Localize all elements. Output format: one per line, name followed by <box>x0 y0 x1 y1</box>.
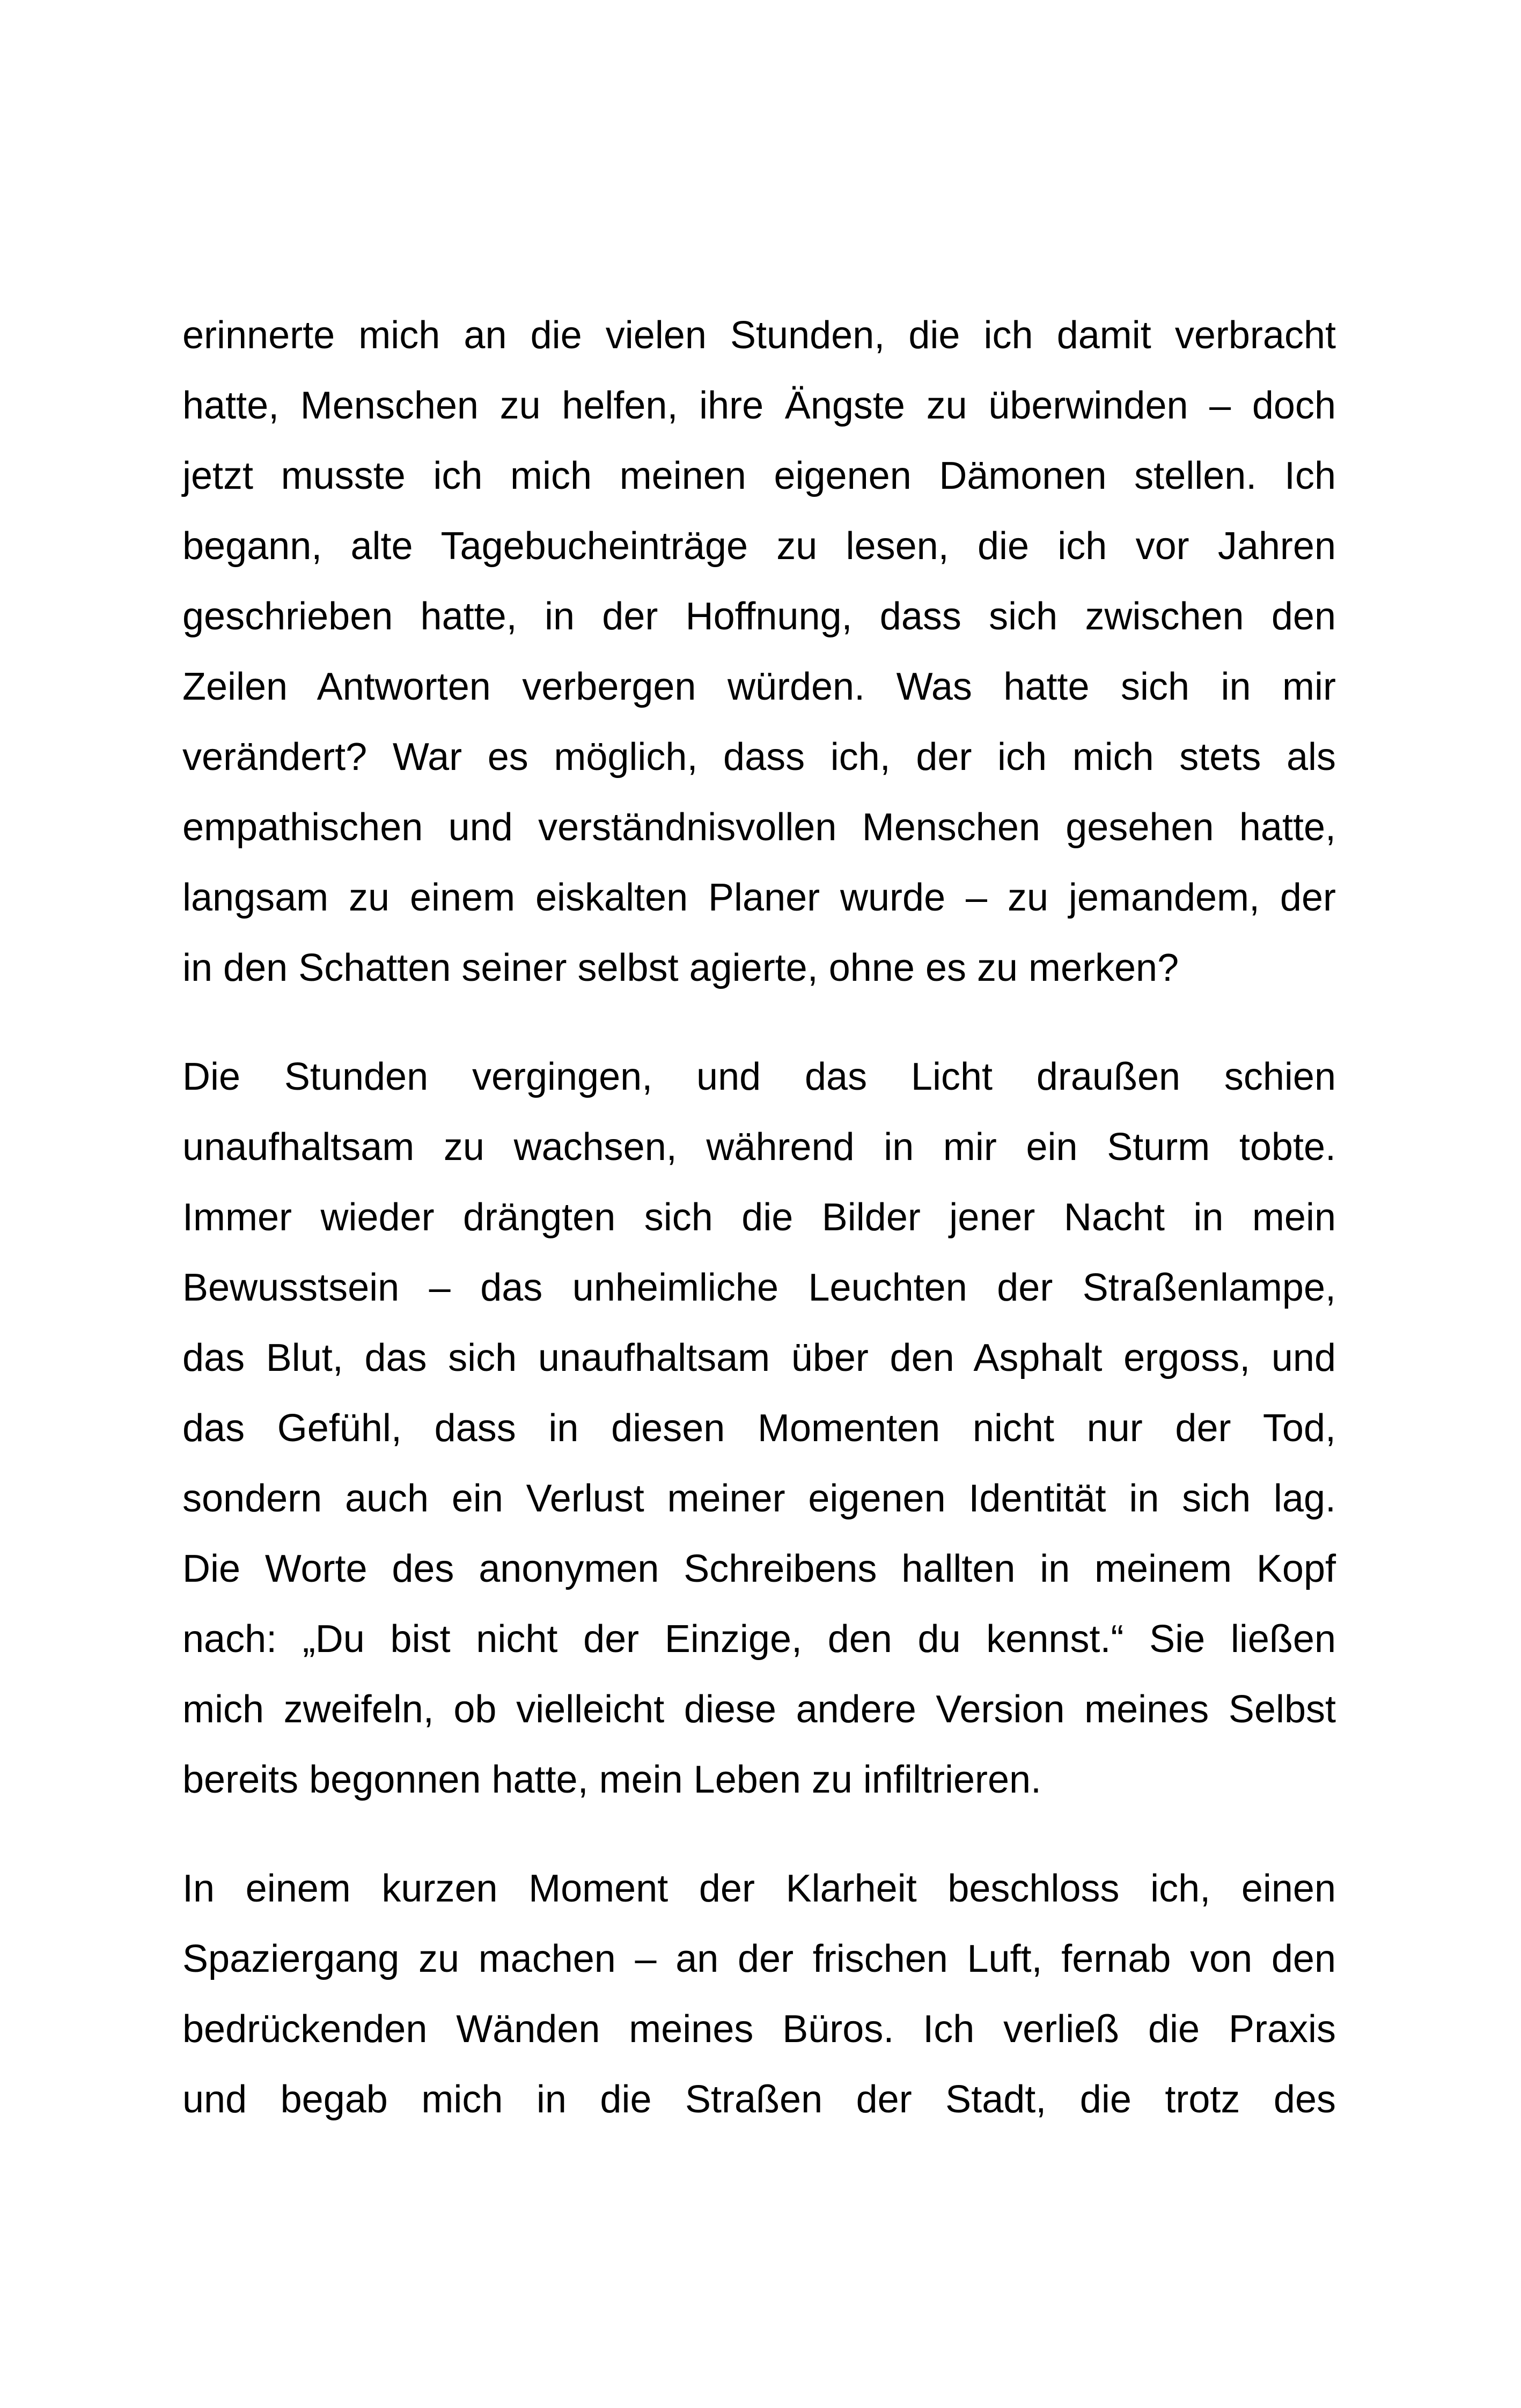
text-line: nach: „Du bist nicht der Einzige, den du kennst.“ Sie ließen <box>182 1618 1336 1661</box>
text-line: hatte, Menschen zu helfen, ihre Ängste zu überwinden – doch <box>182 384 1336 427</box>
text-line: bedrückenden Wänden meines Büros. Ich verließ die Praxis <box>182 2008 1336 2051</box>
text-line: Immer wieder drängten sich die Bilder jener Nacht in mein <box>182 1196 1336 1239</box>
text-line: empathischen und verständnisvollen Menschen gesehen hatte, <box>182 806 1336 849</box>
text-line: das Gefühl, dass in diesen Momenten nicht nur der Tod, <box>182 1407 1336 1450</box>
text-line: Zeilen Antworten verbergen würden. Was hatte sich in mir <box>182 665 1336 708</box>
text-line: geschrieben hatte, in der Hoffnung, dass sich zwischen den <box>182 595 1336 638</box>
text-line: Die Worte des anonymen Schreibens hallten in meinem Kopf <box>182 1547 1336 1590</box>
text-line: jetzt musste ich mich meinen eigenen Dämonen stellen. Ich <box>182 454 1336 497</box>
text-block <box>182 300 1336 2135</box>
text-line: mich zweifeln, ob vielleicht diese andere Version meines Selbst <box>182 1688 1336 1731</box>
text-line-paragraph-end: bereits begonnen hatte, mein Leben zu infiltrieren. <box>182 1758 1042 1801</box>
text-line: Bewusstsein – das unheimliche Leuchten der Straßenlampe, <box>182 1266 1336 1309</box>
text-line: verändert? War es möglich, dass ich, der ich mich stets als <box>182 736 1336 779</box>
text-line: langsam zu einem eiskalten Planer wurde – zu jemandem, der <box>182 876 1336 919</box>
text-line: sondern auch ein Verlust meiner eigenen Identität in sich lag. <box>182 1477 1336 1520</box>
text-line: Spaziergang zu machen – an der frischen Luft, fernab von den <box>182 1937 1336 1980</box>
text-line: und begab mich in die Straßen der Stadt, die trotz des <box>182 2078 1336 2121</box>
text-line-paragraph-end: in den Schatten seiner selbst agierte, ohne es zu merken? <box>182 946 1179 989</box>
text-line: unaufhaltsam zu wachsen, während in mir ein Sturm tobte. <box>182 1126 1336 1169</box>
text-line: begann, alte Tagebucheinträge zu lesen, die ich vor Jahren <box>182 525 1336 568</box>
text-line: das Blut, das sich unaufhaltsam über den Asphalt ergoss, und <box>182 1337 1336 1379</box>
text-line: In einem kurzen Moment der Klarheit beschloss ich, einen <box>182 1867 1336 1910</box>
text-line: erinnerte mich an die vielen Stunden, die ich damit verbracht <box>182 314 1336 357</box>
text-line: Die Stunden vergingen, und das Licht draußen schien <box>182 1055 1336 1098</box>
